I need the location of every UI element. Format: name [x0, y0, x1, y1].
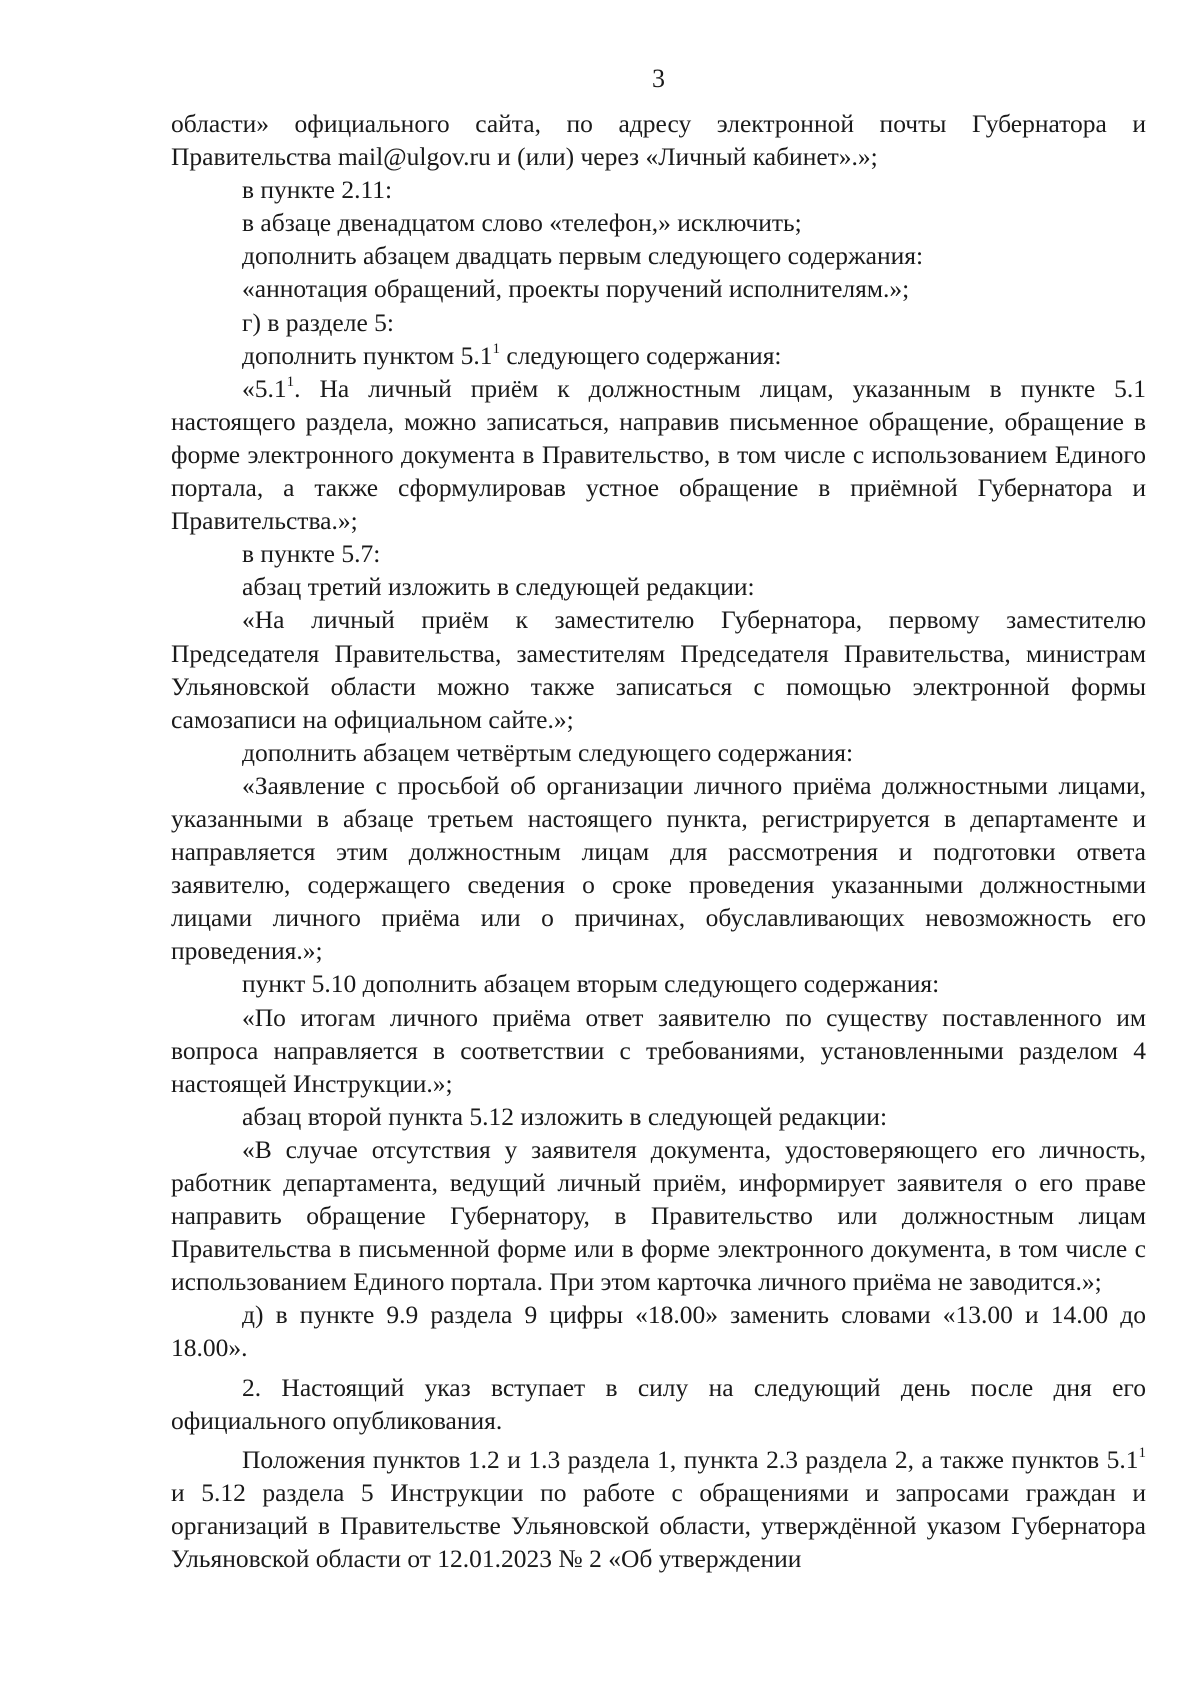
page-number: 3 [652, 64, 665, 93]
paragraph-p13: «Заявление с просьбой об организации личного приёма должностными лицами, указанными в абзаце третьем настоящего пункта, регистрируется в департаменте и направляется этим должностным лицам для рассмотрения и подготовки ответа заявителю, содержащего сведения о сроке проведения указанными должностными лицами личного приёма или о причинах, обуславливающих невозможность его проведения.»; [171, 770, 1146, 966]
paragraph-p4: дополнить абзацем двадцать первым следующего содержания: [242, 241, 924, 271]
paragraph-text: следующего содержания: [500, 340, 782, 370]
paragraph-p19: 2. Настоящий указ вступает в силу на следующий день после дня его официального опубликования. [171, 1372, 1146, 1435]
paragraph-p11: «На личный приём к заместителю Губернатора, первому заместителю Председателя Правительства, заместителям Председателя Правительства, министрам Ульяновской области можно также записаться с помощью электронной формы самозаписи на официальном сайте.»; [171, 605, 1146, 734]
paragraph-p7 [171, 339, 1146, 372]
paragraph-p10: абзац третий изложить в следующей редакции: [242, 572, 755, 602]
superscript: 1 [286, 373, 295, 390]
paragraph-p17: «В случае отсутствия у заявителя документа, удостоверяющего его личность, работник департамента, ведущий личный приём, информирует заявителя о его праве направить обращение Губернатору, в Правительство или должностным лицам Правительства в письменной форме или в форме электронного документа, в том числе с использованием Единого портала. При этом карточка личного приёма не заводится.»; [171, 1134, 1146, 1297]
paragraph-p16: абзац второй пункта 5.12 изложить в следующей редакции: [242, 1101, 888, 1131]
paragraph-p20 [171, 1443, 1146, 1575]
paragraph-p12: дополнить абзацем четвёртым следующего содержания: [242, 737, 854, 767]
paragraph-p1: области» официального сайта, по адресу электронной почты Губернатора и Правительства mail@ulgov.ru и (или) через «Личный кабинет».»; [171, 109, 1146, 172]
paragraph-p9: в пункте 5.7: [242, 539, 381, 569]
document-body [171, 107, 1146, 1575]
paragraph-text: дополнить пунктом 5.1 [242, 340, 493, 370]
superscript: 1 [492, 340, 501, 357]
superscript: 1 [1138, 1444, 1146, 1461]
paragraph-p15: «По итогам личного приёма ответ заявителю по существу поставленного им вопроса направляется в соответствии с требованиями, установленными разделом 4 настоящей Инструкции.»; [171, 1002, 1146, 1098]
paragraph-text: Положения пунктов 1.2 и 1.3 раздела 1, пункта 2.3 раздела 2, а также пунктов 5.1 [242, 1444, 1139, 1474]
paragraph-p5: «аннотация обращений, проекты поручений исполнителям.»; [242, 274, 910, 304]
paragraph-p2: в пункте 2.11: [242, 175, 393, 205]
paragraph-p14: пункт 5.10 дополнить абзацем вторым следующего содержания: [242, 969, 940, 999]
paragraph-text: и 5.12 раздела 5 Инструкции по работе с обращениями и запросами граждан и организаций в Правительстве Ульяновской области, утверждённой указом Губернатора Ульяновской области от 12.01.2023 № 2 «Об утверждении [171, 1477, 1146, 1574]
paragraph-p18: д) в пункте 9.9 раздела 9 цифры «18.00» заменить словами «13.00 и 14.00 до 18.00». [171, 1300, 1146, 1363]
document-page [171, 0, 1146, 1698]
paragraph-text: . На личный приём к должностным лицам, указанным в пункте 5.1 настоящего раздела, можно записаться, направив письменное обращение, обращение в форме электронного документа в Правительство, в том числе с использованием Единого портала, а также сформулировав устное обращение в приёмной Губернатора и Правительства.»; [171, 373, 1146, 536]
paragraph-p8 [171, 372, 1146, 537]
paragraph-p3: в абзаце двенадцатом слово «телефон,» исключить; [242, 208, 802, 238]
paragraph-p6: г) в разделе 5: [242, 307, 394, 337]
paragraph-text: «5.1 [242, 373, 287, 403]
